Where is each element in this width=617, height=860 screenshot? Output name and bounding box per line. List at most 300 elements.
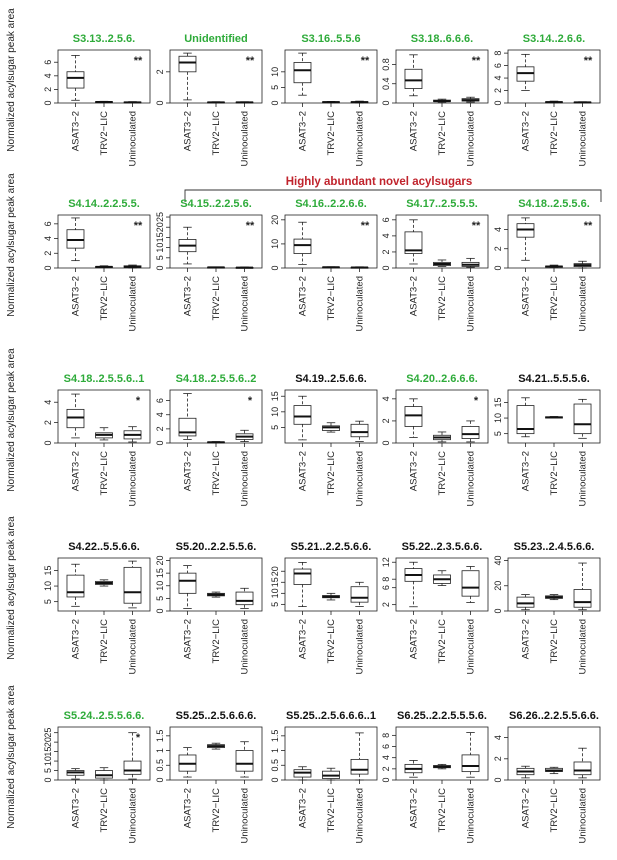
iqr-box [294, 569, 311, 584]
y-tick-label: 2 [155, 426, 165, 432]
iqr-box [294, 239, 311, 253]
x-category-label: TRV2−LIC [211, 276, 222, 321]
box-3 [124, 427, 141, 442]
x-category-label: ASAT3−2 [520, 788, 532, 829]
box-1 [179, 566, 196, 609]
panel-title: S4.16..2.2.6.6. [295, 198, 367, 210]
y-tick-label: 15 [155, 568, 165, 579]
chart-panel [155, 541, 262, 674]
x-category-label: TRV2−LIC [211, 111, 222, 156]
y-tick-label: 4 [43, 236, 53, 242]
box-2 [96, 101, 113, 102]
x-category-label: TRV2−LIC [549, 111, 560, 156]
y-tick-label: 5 [43, 599, 53, 605]
x-category-label: Uninoculated [465, 451, 477, 507]
y-tick-label: 0.5 [270, 759, 280, 772]
y-tick-label: 0 [270, 265, 280, 271]
chart-panels [43, 33, 600, 843]
box-1 [294, 396, 311, 440]
y-axis-labels [6, 8, 17, 829]
x-category-label: ASAT3−2 [297, 276, 309, 317]
x-category-label: TRV2−LIC [437, 788, 448, 833]
x-category-label: TRV2−LIC [99, 276, 110, 321]
box-2 [96, 266, 113, 268]
panel-title: S4.22..5.5.6.6. [68, 541, 140, 553]
x-category-label: Uninoculated [127, 788, 139, 844]
panel-title: S5.25..2.5.6.6.6..1 [286, 710, 376, 722]
y-tick-label: 5 [155, 595, 165, 601]
y-tick-label: 12 [381, 557, 391, 568]
y-tick-label: 1.5 [270, 729, 280, 743]
y-tick-label: 25 [155, 212, 165, 223]
x-category-label: Uninoculated [239, 276, 251, 332]
box-1 [517, 595, 534, 610]
y-tick-label: 15 [155, 232, 165, 243]
x-category-label: ASAT3−2 [297, 451, 309, 492]
chart-panel [493, 710, 600, 843]
x-category-label: Uninoculated [239, 111, 251, 167]
x-category-label: Uninoculated [465, 788, 477, 844]
box-1 [294, 222, 311, 264]
box-3 [351, 582, 368, 606]
panel-title: S3.16..5.5.6 [301, 33, 361, 45]
box-2 [323, 267, 340, 268]
box-2 [323, 101, 340, 102]
iqr-box [574, 404, 591, 434]
chart-panel [381, 373, 488, 506]
iqr-box [124, 761, 141, 774]
x-category-label: TRV2−LIC [211, 619, 222, 664]
y-tick-label: 20 [270, 566, 280, 577]
iqr-box [405, 407, 422, 427]
x-category-label: Uninoculated [127, 619, 139, 675]
x-category-label: TRV2−LIC [99, 111, 110, 156]
box-2 [546, 101, 563, 103]
panel-title: S5.24..2.5.5.6.6. [63, 710, 145, 722]
box-2 [208, 743, 225, 749]
x-category-label: Uninoculated [127, 451, 139, 507]
y-tick-label: 20 [493, 580, 503, 591]
y-tick-label: 0 [155, 608, 165, 614]
box-3 [574, 102, 591, 103]
significance-marker: ** [471, 220, 481, 232]
y-tick-label: 4 [493, 226, 503, 232]
box-3 [462, 421, 479, 442]
y-tick-label: 20 [43, 737, 53, 748]
y-tick-label: 15 [493, 397, 503, 408]
y-tick-label: 0 [43, 777, 53, 783]
box-1 [405, 562, 422, 607]
box-2 [434, 260, 451, 266]
x-category-label: ASAT3−2 [182, 111, 194, 152]
y-tick-label: 2 [381, 766, 391, 772]
x-category-label: TRV2−LIC [549, 451, 560, 496]
panel-title: S6.25..2.2.5.5.5.6. [397, 710, 487, 722]
y-tick-label: 0 [155, 777, 165, 783]
y-tick-label: 2 [493, 246, 503, 252]
box-2 [434, 764, 451, 768]
y-tick-label: 0 [43, 440, 53, 446]
y-tick-label: 15 [43, 565, 53, 576]
y-tick-label: 4 [155, 412, 165, 418]
iqr-box [179, 56, 196, 72]
y-axis-label: Normalized acylsugar peak area [6, 348, 17, 492]
x-category-label: TRV2−LIC [99, 619, 110, 664]
y-tick-label: 1.5 [155, 729, 165, 743]
y-tick-label: 0.8 [381, 58, 391, 71]
x-category-label: ASAT3−2 [70, 111, 82, 152]
y-tick-label: 10 [270, 238, 280, 249]
y-tick-label: 15 [270, 391, 280, 402]
y-tick-label: 4 [493, 735, 503, 741]
significance-marker: ** [583, 220, 593, 232]
chart-panel [493, 33, 600, 166]
panel-title: S5.22..2.3.5.6.6. [401, 541, 483, 553]
y-tick-label: 1 [155, 748, 165, 754]
iqr-box [236, 592, 253, 605]
y-axis-label: Normalized acylsugar peak area [6, 685, 17, 829]
y-tick-label: 4 [43, 73, 53, 79]
box-3 [574, 563, 591, 610]
chart-panel [270, 198, 377, 331]
y-tick-label: 0 [381, 777, 391, 783]
iqr-box [236, 751, 253, 772]
iqr-box [179, 573, 196, 593]
x-category-label: ASAT3−2 [182, 619, 194, 660]
y-tick-label: 6 [155, 398, 165, 404]
box-1 [67, 394, 84, 438]
box-3 [236, 742, 253, 777]
y-tick-label: 10 [493, 413, 503, 424]
box-3 [236, 102, 253, 103]
chart-panel [155, 710, 262, 843]
x-category-label: ASAT3−2 [70, 451, 82, 492]
y-tick-label: 2 [493, 756, 503, 762]
y-tick-label: 2 [43, 86, 53, 92]
panel-title: S4.17..2.5.5.5. [406, 198, 478, 210]
panel-title: S4.15..2.2.5.6. [180, 198, 252, 210]
box-2 [434, 432, 451, 442]
y-tick-label: 5 [270, 424, 280, 430]
y-tick-label: 10 [270, 66, 280, 77]
significance-marker: ** [360, 220, 370, 232]
panel-title: S6.26..2.2.5.5.6.6. [509, 710, 599, 722]
x-category-label: ASAT3−2 [70, 276, 82, 317]
chart-panel [270, 33, 377, 166]
y-tick-label: 4 [381, 233, 391, 239]
panel-title: S4.18..2.5.5.6..2 [175, 373, 257, 385]
iqr-box [405, 69, 422, 88]
x-category-label: TRV2−LIC [326, 619, 337, 664]
box-3 [351, 733, 368, 780]
significance-marker: ** [133, 55, 143, 67]
x-category-label: Uninoculated [577, 111, 589, 167]
box-2 [96, 428, 113, 440]
box-1 [67, 55, 84, 100]
box-2 [96, 768, 113, 780]
panel-title: S3.13..2.5.6. [72, 33, 136, 45]
box-1 [517, 766, 534, 778]
box-2 [434, 99, 451, 102]
y-tick-label: 10 [155, 580, 165, 591]
y-tick-label: 5 [493, 431, 503, 437]
x-category-label: ASAT3−2 [520, 451, 532, 492]
iqr-box [574, 762, 591, 775]
y-tick-label: 8 [493, 50, 503, 56]
y-tick-label: 5 [43, 768, 53, 774]
x-category-label: TRV2−LIC [437, 276, 448, 321]
chart-panel [270, 710, 377, 843]
y-tick-label: 2 [493, 88, 503, 94]
y-tick-label: 0 [493, 265, 503, 271]
chart-panel [381, 198, 488, 331]
box-2 [323, 768, 340, 780]
x-category-label: TRV2−LIC [437, 111, 448, 156]
iqr-box [294, 406, 311, 425]
chart-panel [381, 710, 488, 843]
panel-title: S5.23..2.4.5.6.6. [513, 541, 595, 553]
iqr-box [294, 62, 311, 82]
significance-marker: ** [245, 220, 255, 232]
y-tick-label: 20 [155, 555, 165, 566]
x-category-label: ASAT3−2 [70, 788, 82, 829]
chart-panel [270, 541, 377, 674]
iqr-box [67, 72, 84, 88]
panel-title: S4.14..2.2.5.5. [68, 198, 140, 210]
box-3 [462, 566, 479, 602]
y-tick-label: 0 [43, 100, 53, 106]
y-axis-label: Normalized acylsugar peak area [6, 8, 17, 152]
chart-panel [155, 33, 262, 166]
y-tick-label: 0 [270, 777, 280, 783]
chart-panel [381, 33, 488, 166]
y-tick-label: 6 [381, 744, 391, 750]
x-category-label: ASAT3−2 [408, 451, 420, 492]
chart-panel [270, 373, 377, 506]
x-category-label: Uninoculated [127, 276, 139, 332]
y-tick-label: 6 [43, 59, 53, 65]
x-category-label: TRV2−LIC [549, 276, 560, 321]
x-category-label: Uninoculated [577, 619, 589, 675]
significance-marker: * [135, 395, 141, 407]
y-tick-label: 0 [381, 440, 391, 446]
y-tick-label: 0 [270, 100, 280, 106]
iqr-box [462, 755, 479, 772]
panel-title: S4.21..5.5.5.6. [518, 373, 590, 385]
box-3 [574, 261, 591, 268]
y-tick-label: 10 [155, 242, 165, 253]
iqr-box [351, 587, 368, 602]
y-tick-label: 0 [381, 265, 391, 271]
y-tick-label: 6 [43, 221, 53, 227]
y-tick-label: 4 [381, 396, 391, 402]
y-tick-label: 1 [270, 748, 280, 754]
x-category-label: TRV2−LIC [437, 451, 448, 496]
x-category-label: TRV2−LIC [211, 788, 222, 833]
box-1 [294, 562, 311, 606]
y-tick-label: 8 [381, 732, 391, 738]
y-tick-label: 0 [493, 608, 503, 614]
box-1 [67, 564, 84, 606]
y-tick-label: 2 [381, 249, 391, 255]
box-2 [546, 265, 563, 267]
panel-title: Unidentified [184, 33, 248, 45]
box-1 [517, 54, 534, 90]
x-category-label: Uninoculated [354, 451, 366, 507]
significance-marker: ** [583, 55, 593, 67]
y-tick-label: 0 [155, 440, 165, 446]
x-category-label: Uninoculated [354, 111, 366, 167]
box-3 [124, 102, 141, 103]
y-axis-label: Normalized acylsugar peak area [6, 173, 17, 317]
significance-marker: * [135, 732, 141, 744]
chart-panel [43, 541, 150, 674]
box-3 [236, 430, 253, 441]
panel-title: S4.19..2.5.6.6. [295, 373, 367, 385]
box-3 [462, 733, 479, 778]
significance-marker: ** [133, 220, 143, 232]
box-2 [208, 592, 225, 597]
box-2 [434, 571, 451, 586]
x-category-label: Uninoculated [354, 276, 366, 332]
box-3 [236, 588, 253, 608]
y-tick-label: 4 [381, 755, 391, 761]
y-tick-label: 2 [43, 420, 53, 426]
x-category-label: Uninoculated [577, 788, 589, 844]
x-category-label: Uninoculated [465, 111, 477, 167]
x-category-label: Uninoculated [465, 619, 477, 675]
x-category-label: ASAT3−2 [182, 451, 194, 492]
box-2 [546, 767, 563, 773]
panel-title: S3.14..2.6.6. [522, 33, 586, 45]
box-3 [462, 97, 479, 102]
y-tick-label: 4 [493, 75, 503, 81]
x-category-label: ASAT3−2 [297, 788, 309, 829]
y-tick-label: 0 [493, 100, 503, 106]
iqr-box [124, 567, 141, 603]
box-2 [546, 595, 563, 600]
y-tick-label: 10 [270, 588, 280, 599]
box-3 [574, 748, 591, 778]
panel-title: S5.20..2.2.5.5.6. [175, 541, 257, 553]
significance-marker: ** [360, 55, 370, 67]
y-tick-label: 0.5 [155, 759, 165, 772]
x-category-label: TRV2−LIC [326, 276, 337, 321]
x-category-label: Uninoculated [239, 451, 251, 507]
significance-marker: * [247, 395, 253, 407]
y-tick-label: 2 [381, 418, 391, 424]
y-tick-label: 15 [270, 577, 280, 588]
iqr-box [67, 409, 84, 427]
box-2 [96, 580, 113, 586]
iqr-box [574, 590, 591, 608]
box-2 [546, 417, 563, 419]
y-tick-label: 0 [43, 265, 53, 271]
x-category-label: TRV2−LIC [326, 451, 337, 496]
iqr-box [462, 426, 479, 438]
y-tick-label: 2 [155, 69, 165, 75]
box-1 [294, 53, 311, 95]
chart-panel [43, 198, 150, 331]
x-category-label: ASAT3−2 [182, 788, 194, 829]
box-1 [405, 220, 422, 264]
x-category-label: ASAT3−2 [408, 111, 420, 152]
chart-panel [43, 710, 150, 843]
y-tick-label: 0 [155, 100, 165, 106]
x-category-label: Uninoculated [239, 619, 251, 675]
y-tick-label: 10 [270, 406, 280, 417]
chart-panel [155, 198, 262, 331]
y-axis-label: Normalized acylsugar peak area [6, 516, 17, 660]
box-2 [208, 102, 225, 103]
box-1 [67, 218, 84, 261]
x-category-label: Uninoculated [354, 619, 366, 675]
y-tick-label: 5 [270, 84, 280, 90]
y-tick-label: 15 [43, 746, 53, 757]
y-tick-label: 0 [381, 100, 391, 106]
chart-panel [43, 373, 150, 506]
box-1 [405, 399, 422, 438]
box-1 [405, 55, 422, 96]
y-tick-label: 10 [43, 756, 53, 767]
box-1 [179, 227, 196, 264]
x-category-label: ASAT3−2 [70, 619, 82, 660]
x-category-label: TRV2−LIC [211, 451, 222, 496]
y-tick-label: 6 [381, 585, 391, 591]
box-2 [208, 442, 225, 443]
x-category-label: TRV2−LIC [437, 619, 448, 664]
iqr-box [67, 230, 84, 248]
y-tick-label: 6 [381, 217, 391, 223]
box-2 [323, 423, 340, 432]
x-category-label: TRV2−LIC [99, 788, 110, 833]
panel-title: S4.18..2.5.5.6..1 [63, 373, 145, 385]
y-tick-label: 10 [43, 581, 53, 592]
box-1 [294, 767, 311, 780]
x-category-label: Uninoculated [127, 111, 139, 167]
x-category-label: ASAT3−2 [297, 619, 309, 660]
y-tick-label: 4 [43, 399, 53, 405]
box-3 [574, 399, 591, 438]
box-1 [67, 769, 84, 779]
box-3 [124, 561, 141, 608]
x-category-label: Uninoculated [577, 451, 589, 507]
box-3 [124, 265, 141, 268]
x-category-label: ASAT3−2 [520, 111, 532, 152]
y-tick-label: 40 [493, 555, 503, 566]
y-tick-label: 2 [43, 250, 53, 256]
x-category-label: Uninoculated [465, 276, 477, 332]
y-tick-label: 20 [270, 214, 280, 225]
y-tick-label: 0 [155, 265, 165, 271]
chart-panel [493, 373, 600, 506]
chart-panel [43, 33, 150, 166]
y-tick-label: 20 [155, 222, 165, 233]
x-category-label: ASAT3−2 [520, 619, 532, 660]
significance-marker: * [473, 395, 479, 407]
chart-panel [381, 541, 488, 674]
panel-title: S3.18..6.6.6. [410, 33, 474, 45]
chart-panel [493, 541, 600, 674]
x-category-label: Uninoculated [577, 276, 589, 332]
box-3 [351, 421, 368, 441]
y-tick-label: 5 [155, 255, 165, 261]
box-3 [351, 101, 368, 103]
panel-title: S5.21..2.2.5.6.6. [290, 541, 372, 553]
significance-marker: ** [245, 55, 255, 67]
x-category-label: ASAT3−2 [408, 619, 420, 660]
panel-title: S4.20..2.6.6.6. [406, 373, 478, 385]
